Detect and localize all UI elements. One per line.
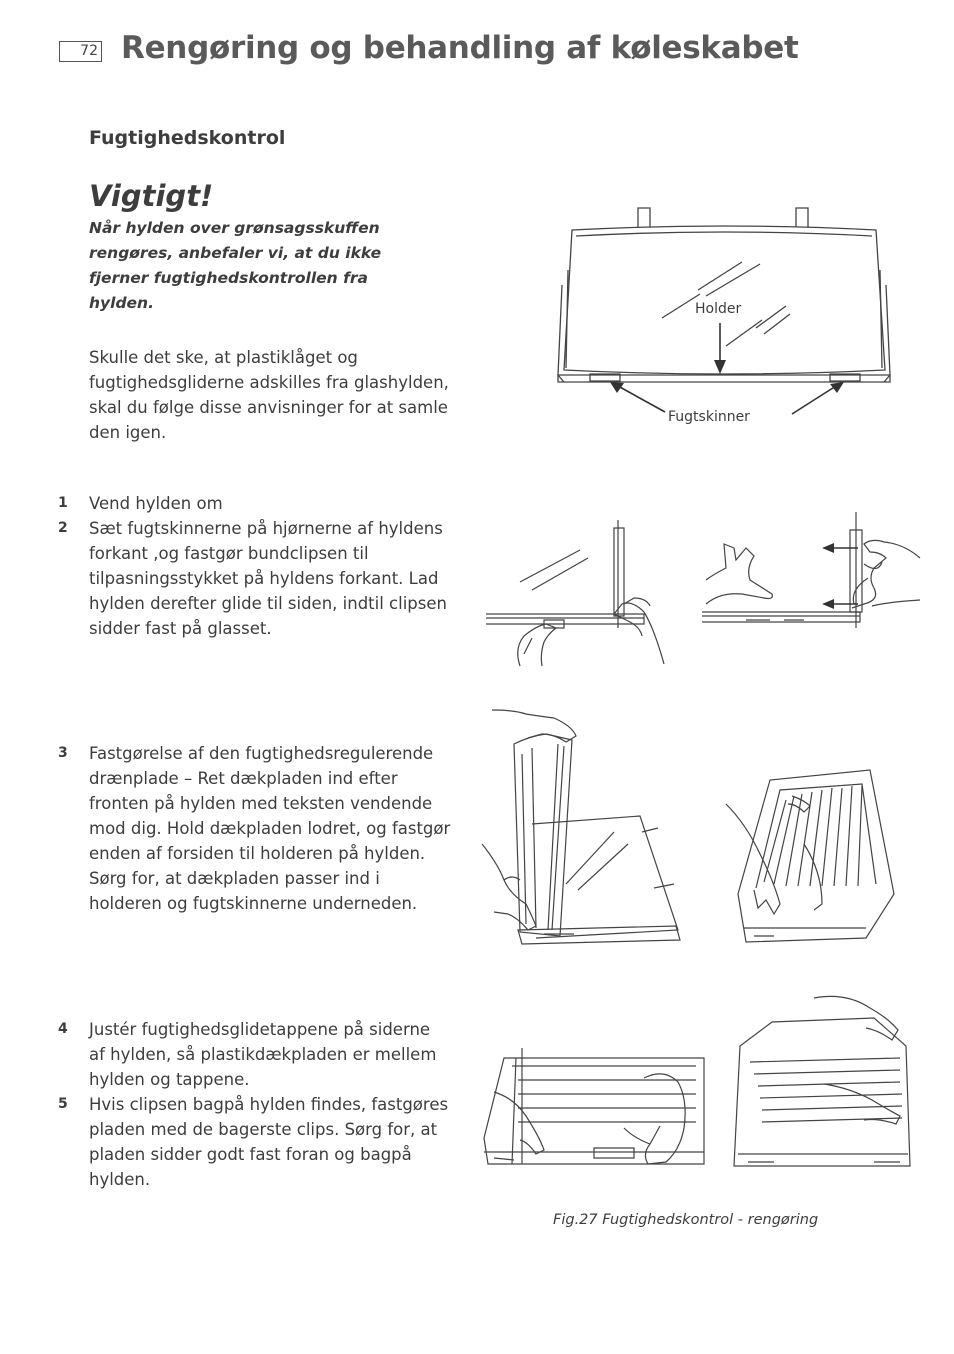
step-text: Justér fugtighedsglidetappene på siderne af hylden, så plastikdækpladen er mellem hylden og tappene. <box>89 1020 437 1089</box>
step-number: 2 <box>58 520 68 536</box>
warning-text: Når hylden over grønsagsskuffen rengøres, anbefaler vi, at du ikke fjerner fugtighedskontrollen fra hylden. <box>89 219 382 312</box>
intro-text: Skulle det ske, at plastiklåget og fugtighedsgliderne adskilles fra glashylden, skal du følge disse anvisninger for at samle den igen. <box>89 348 449 442</box>
step-text: Vend hylden om <box>89 494 223 513</box>
step-text: Hvis clipsen bagpå hylden findes, fastgøres pladen med de bagerste clips. Sørg for, at pladen sidder godt fast foran og bagpå hylden. <box>89 1095 449 1189</box>
step-number: 4 <box>58 1021 68 1037</box>
step-number: 5 <box>58 1096 68 1112</box>
section-heading: Fugtighedskontrol <box>89 127 286 149</box>
shelf-diagram <box>550 200 900 440</box>
figure-caption: Fig.27 Fugtighedskontrol - rengøring <box>553 1212 819 1228</box>
step-number: 1 <box>58 495 68 511</box>
step-text: Sæt fugtskinnerne på hjørnerne af hyldens forkant ,og fastgør bundclipsen til tilpasningsstykket på hyldens forkant. Lad hylden derefter glide til siden, indtil clipsen sidder fast på glasset. <box>89 519 447 638</box>
step-3-illustration <box>474 704 934 949</box>
holder-label: Holder <box>695 301 742 317</box>
step-5-illustration <box>474 988 934 1173</box>
rails-label: Fugtskinner <box>668 409 750 425</box>
page-number: 72 <box>59 41 102 62</box>
step-number: 3 <box>58 745 68 761</box>
warning-title: Vigtigt! <box>89 179 214 213</box>
page-title: Rengøring og behandling af køleskabet <box>121 30 799 66</box>
step-text: Fastgørelse af den fugtighedsregulerende drænplade – Ret dækpladen ind efter fronten på hylden med teksten vendende mod dig. Hold dækpladen lodret, og fastgør enden af forsiden til holderen på hylden. Sørg for, at dækpladen passer ind i holderen og fugtskinnerne underneden. <box>89 744 451 913</box>
step-2-illustration <box>484 508 924 668</box>
